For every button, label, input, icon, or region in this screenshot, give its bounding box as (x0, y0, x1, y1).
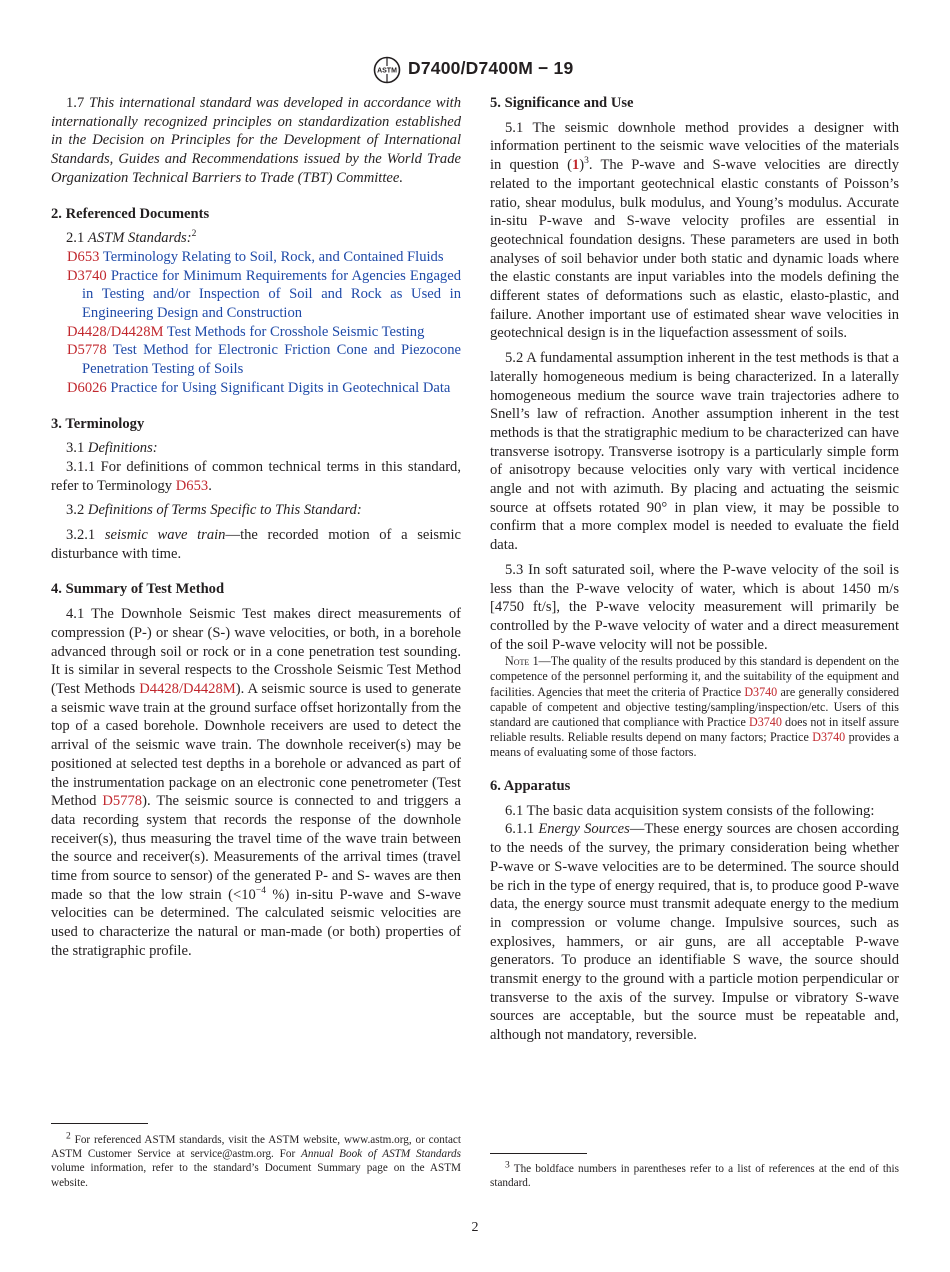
page-number: 2 (471, 1220, 479, 1235)
section-4-heading: 4. Summary of Test Method (51, 581, 225, 598)
section-5-heading: 5. Significance and Use (490, 95, 634, 111)
reference-item (51, 323, 461, 342)
reference-item (51, 341, 461, 378)
reference-item (51, 379, 461, 398)
paragraph-1-7: 1.7 This international standard was developed in accordance with internationally recognized principles on standardization established in the Decision on Principles for the Development of International Standards, Guides and Recommendations issued by the World Trade Organization Technical Barriers to Trade (TBT) Committee. (51, 95, 462, 186)
section-2-heading: 2. Referenced Documents (51, 205, 210, 222)
note-1: Note 1—The quality of the results produced by this standard is dependent on the competence of the personnel performing it, and the suitability of the equipment and facilities. Agencies that meet the criteria of Practice D3740 are generally considered capable of competent and objective testing/sampling/inspection/etc. Users of this standard are cautioned that compliance with Practice D3740 does not in itself assure reliable results. Reliable results depend on many factors; Practice D3740 provides a means of evaluating some of those factors. (490, 654, 899, 759)
referenced-documents-list (51, 248, 461, 398)
reference-item (51, 248, 461, 267)
paragraph-3-2-1: 3.2.1 seismic wave train—the recorded motion of a seismic disturbance with time. (51, 527, 461, 562)
d5778-link[interactable]: D5778 (102, 793, 143, 810)
right-column (490, 94, 899, 1045)
paragraph-3-1: 3.1 Definitions: (66, 440, 158, 457)
paragraph-5-1: 5.1 The seismic downhole method provides a designer with information pertinent to the seismic wave velocities of the materials in question $(1)^3$. The P-wave and S-wave velocities are directly related to the important geotechnical elastic constants of Poisson’s ratio, shear modulus, bulk modulus, and Young’s modulus. Accurate in-situ P-wave and S-wave velocity profiles are essential in geotechnical foundation designs. These parameters are used in both analyses of soil behavior under both static and dynamic loads where the elastic constants are input variables into the models defining the different states of deformations such as elastic, elasto-plastic, and failure. Another important use of estimated shear wave velocities in geotechnical design is in the liquefaction assessment of soils. (490, 119, 899, 342)
footnote-rule (51, 1123, 148, 1124)
d3740-link[interactable]: D3740 (744, 684, 778, 699)
reference-1-link[interactable]: 1 (571, 157, 580, 174)
footnote-2: $^2$ For referenced ASTM standards, visit the ASTM website, www.astm.org, or contact ASTM Customer Service at service@astm.org. For Annual Book of ASTM Standards volume information, refer to the standard’s Document Summary page on the ASTM website. (51, 1131, 461, 1189)
reference-code-link[interactable]: D4428/D4428M (67, 323, 164, 340)
astm-logo-icon (372, 56, 402, 84)
footnote-rule (490, 1153, 587, 1154)
document-designation: D7400/D7400M − 19 (408, 58, 574, 78)
paragraph-6-1: 6.1 The basic data acquisition system consists of the following: (505, 802, 875, 819)
reference-code-link[interactable]: D3740 (67, 267, 107, 284)
d4428-link[interactable]: D4428/D4428M (139, 680, 236, 697)
svg-text:ASTM: ASTM (377, 67, 397, 75)
reference-title-link[interactable]: Practice for Using Significant Digits in Geotechnical Data (110, 379, 451, 396)
paragraph-2-1: 2.1 ASTM Standards:$^2$ (66, 229, 197, 247)
paragraph-5-3: 5.3 In soft saturated soil, where the P-wave velocity of the soil is less than the P-wave velocity of water, which is about 1450 m/s [4750 ft/s], the P-wave velocity measurement will primarily be controlled by the P-wave velocity of water and a direct measurement of the soil P-wave velocity will not be possible. (490, 561, 899, 653)
reference-title-link[interactable]: Terminology Relating to Soil, Rock, and Contained Fluids (102, 248, 444, 265)
section-6-heading: 6. Apparatus (490, 778, 571, 795)
reference-title-link[interactable]: Test Method for Electronic Friction Cone and Piezocone Penetration Testing of Soils (82, 342, 461, 378)
reference-code-link[interactable]: D653 (67, 248, 100, 265)
d3740-link[interactable]: D3740 (812, 729, 846, 744)
page-header (0, 56, 950, 86)
paragraph-3-1-1: 3.1.1 For definitions of common technical terms in this standard, refer to Terminology D653. (51, 458, 461, 494)
paragraph-4-1: 4.1 The Downhole Seismic Test makes direct measurements of compression (P-) or shear (S-) wave velocities, or both, in a borehole advanced through soil or rock or in a cone penetration test sounding. It is similar in several respects to the Crosshole Seismic Test Method (Test Methods D4428/D4428M). A seismic source is used to generate a seismic wave train at the ground surface offset horizontally from the top of a cased borehole. Downhole receivers are used to detect the arrival of the seismic wave train. The downhole receiver(s) may be positioned at selected test depths in a borehole or advanced as part of the instrumentation package on an electronic cone penetrometer (Test Method D5778). The seismic source is connected to and triggers a data recording system that records the response of the downhole receiver(s), thus measuring the travel time of the wave train between the source and receiver(s). Measurements of the arrival times (travel time from source to sensor) of the generated P- and S- waves are then made so that the low strain ($<10^{-4}$ %) in-situ P-wave and S-wave velocities can be determined. The calculated seismic velocities are used to characterize the natural or man-made (or both) properties of the stratigraphic profile. (51, 606, 461, 959)
paragraph-5-2: 5.2 A fundamental assumption inherent in the test methods is that a laterally homogeneous medium is being characterized. In a laterally homogeneous medium the source wave train trajectories adhere to Snell’s law of refraction. Another assumption inherent in the test methods is that the stratigraphic medium to be characterized can have transverse isotropy. Transverse isotropy is a particularly simple form of anisotropy because velocities only vary with vertical incidence angle and not with azimuth. By placing and actuating the seismic source at offsets rotated 90° in plan view, it may be possible to confirm that a more complex model is needed to evaluate the field data. (490, 350, 899, 554)
reference-item (51, 267, 461, 323)
paragraph-6-1-1: 6.1.1 Energy Sources—These energy sources are chosen according to the needs of the survey, the primary consideration being whether P-wave or S-wave velocities are to be determined. The source should be rich in the type of energy required, that is, to produce good P-wave data, the energy source must transmit adequate energy to the medium in compression or volume change. Impulsive sources, such as explosives, hammers, or air guns, are all acceptable P-wave generators. To produce an identifiable S wave, the source should transmit energy to the ground with a particle motion perpendicular or transverse to the axis of the survey. Impulse or vibratory S-wave sources are acceptable, but the source must be repeatable and, although not mandatory, reversible. (490, 821, 900, 1044)
d653-link[interactable]: D653 (175, 477, 209, 494)
reference-title-link[interactable]: Test Methods for Crosshole Seismic Testing (166, 323, 425, 340)
paragraph-3-2: 3.2 Definitions of Terms Specific to This Standard: (66, 502, 362, 519)
left-column (51, 94, 461, 961)
footnote-3: $^3$ The boldface numbers in parentheses refer to a list of references at the end of this standard. (490, 1160, 899, 1190)
d3740-link[interactable]: D3740 (748, 714, 782, 729)
reference-code-link[interactable]: D6026 (67, 379, 107, 396)
reference-title-link[interactable]: Practice for Minimum Requirements for Agencies Engaged in Testing and/or Inspection of Soil and Rock as Used in Engineering Design and Construction (82, 267, 461, 322)
reference-code-link[interactable]: D5778 (67, 342, 107, 359)
section-3-heading: 3. Terminology (51, 415, 145, 432)
